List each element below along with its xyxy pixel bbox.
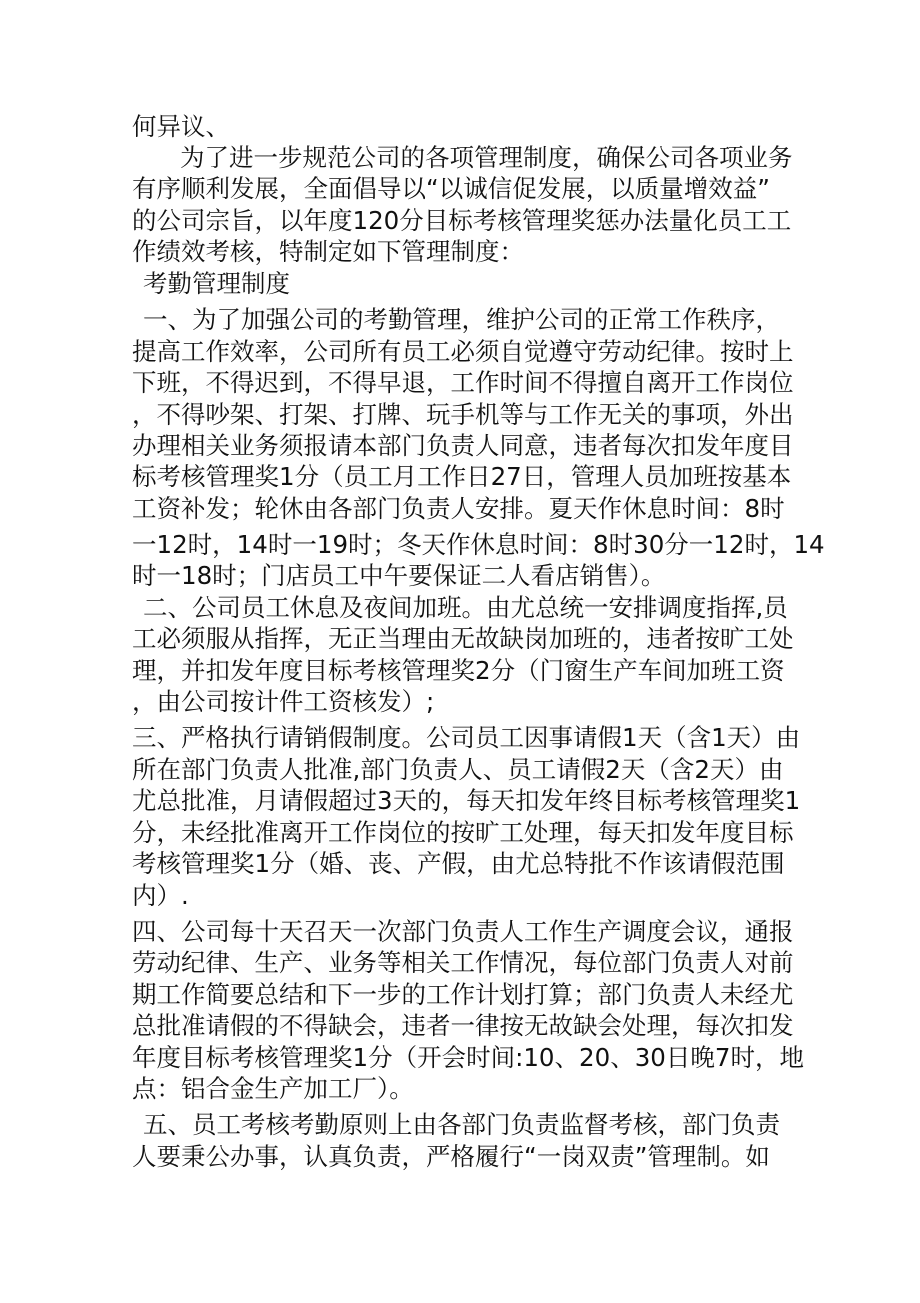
text-line-27: 劳动纪律、生产、业务等相关工作情况，每位部门负责人对前 <box>132 948 794 977</box>
text-line-19: ，由公司按计件工资核发）; <box>132 687 435 716</box>
text-line-28: 期工作简要总结和下一步的工作计划打算；部门负责人未经尤 <box>132 980 794 1009</box>
text-line-13: 工资补发；轮休由各部门负责人安排。夏天作休息时间：8时 <box>132 494 785 523</box>
text-line-29: 总批准请假的不得缺会，违者一律按无故缺会处理，每次扣发 <box>132 1011 794 1040</box>
text-line-22: 尤总批准，月请假超过3天的，每天扣发年终目标考核管理奖1 <box>132 786 801 815</box>
text-line-31: 点：铝合金生产加工厂）。 <box>132 1074 414 1103</box>
text-line-30: 年度目标考核管理奖1分（开会时间:10、20、30日晚7时，地 <box>132 1043 804 1072</box>
text-line-26: 四、公司每十天召天一次部门负责人工作生产调度会议，通报 <box>132 917 794 946</box>
text-line-16: 二、公司员工休息及夜间加班。由尤总统一安排调度指挥,员 <box>143 593 788 622</box>
text-line-33: 人要秉公办事，认真负责，严格履行“一岗双责”管理制。如 <box>132 1142 770 1171</box>
text-line-23: 分，未经批准离开工作岗位的按旷工处理，每天扣发年度目标 <box>132 818 794 847</box>
text-line-20: 三、严格执行请销假制度。公司员工因事请假1天（含1天）由 <box>132 723 801 752</box>
text-line-21: 所在部门负责人批准,部门负责人、员工请假2天（含2天）由 <box>132 755 784 784</box>
text-line-9: 下班，不得迟到，不得早退，工作时间不得擅自离开工作岗位 <box>132 368 794 397</box>
text-line-11: 办理相关业务须报请本部门负责人同意，违者每次扣发年度目 <box>132 431 794 460</box>
text-line-7: 一、为了加强公司的考勤管理，维护公司的正常工作秩序， <box>143 305 780 334</box>
section-heading: 考勤管理制度 <box>143 269 290 298</box>
text-line-4: 的公司宗旨，以年度120分目标考核管理奖惩办法量化员工工 <box>132 206 792 235</box>
text-line-12: 标考核管理奖1分（员工月工作日27日，管理人员加班按基本 <box>132 462 792 491</box>
text-line-8: 提高工作效率，公司所有员工必须自觉遵守劳动纪律。按时上 <box>132 337 794 366</box>
text-line-18: 理，并扣发年度目标考核管理奖2分（门窗生产车间加班工资 <box>132 656 785 685</box>
text-line-1: 何异议、 <box>132 112 230 141</box>
text-line-2: 为了进一步规范公司的各项管理制度，确保公司各项业务 <box>180 143 793 172</box>
text-line-3: 有序顺利发展，全面倡导以“以诚信促发展，以质量增效益” <box>132 174 770 203</box>
text-line-24: 考核管理奖1分（婚、丧、产假，由尤总特批不作该请假范围 <box>132 849 785 878</box>
text-line-32: 五、员工考核考勤原则上由各部门负责监督考核，部门负责 <box>143 1110 780 1139</box>
text-line-17: 工必须服从指挥，无正当理由无故缺岗加班的，违者按旷工处 <box>132 624 794 653</box>
text-line-15: 时一18时；门店员工中午要保证二人看店销售）。 <box>132 561 666 590</box>
text-line-10: ，不得吵架、打架、打牌、玩手机等与工作无关的事项，外出 <box>132 400 794 429</box>
text-line-5: 作绩效考核，特制定如下管理制度： <box>132 237 524 266</box>
text-line-25: 内）. <box>132 881 189 910</box>
text-line-14: 一12时，14时一19时；冬天作休息时间：8时30分一12时，14 <box>132 530 825 559</box>
